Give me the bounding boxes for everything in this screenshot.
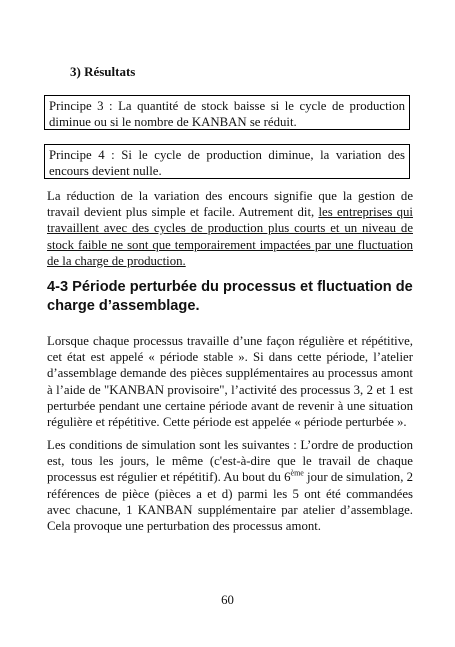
paragraph-simulation-conditions [47, 437, 413, 534]
simulation-text-part1: Les conditions de simulation sont les suivantes : L’ordre de production est, tous les jours, le même (c'est-à-dire que le travail de chaque processus est régulier et répétitif). Au bout du 6 [47, 438, 413, 485]
paragraph-encours-text: La réduction de la variation des encours signifie que la gestion de travail devient plus simple et facile. Autrement dit, [47, 189, 413, 220]
principle-box-3: Principe 3 : La quantité de stock baisse si le cycle de production diminue ou si le nombre de KANBAN se réduit. [44, 95, 410, 130]
page-number: 60 [221, 593, 234, 607]
underlined-conclusion: les entreprises qui travaillent avec des cycles de production plus courts et un niveau de stock faible ne sont que temporairement impactées par une fluctuation de la charge de production. [47, 205, 413, 268]
principle-box-4: Principe 4 : Si le cycle de production diminue, la variation des encours devient nulle. [44, 144, 410, 179]
section-title: 3) Résultats [70, 64, 136, 79]
simulation-text-part2: jour de simulation, 2 références de pièce (pièces a et d) parmi les 5 ont été commandées avec chacune, 1 KANBAN supplémentaire par atelier d’assemblage. Cela provoque une perturbation des processus amont. [47, 470, 413, 534]
paragraph-encours [47, 188, 413, 269]
subsection-heading: 4-3 Période perturbée du processus et fluctuation de charge d’assemblage. [47, 279, 413, 314]
paragraph-periode-stable: Lorsque chaque processus travaille d’une façon régulière et répétitive, cet état est appelé « période stable ». Si dans cette période, l’atelier d’assemblage demande des pièces supplémentaires au processus amont à l’aide de "KANBAN provisoire", l’activité des processus 3, 2 et 1 est perturbée pendant une certaine période avant de revenir à une situation régulière et répétitive. Cette période est appelée « période perturbée ». [47, 334, 413, 430]
superscript-eme: ème [290, 469, 304, 479]
